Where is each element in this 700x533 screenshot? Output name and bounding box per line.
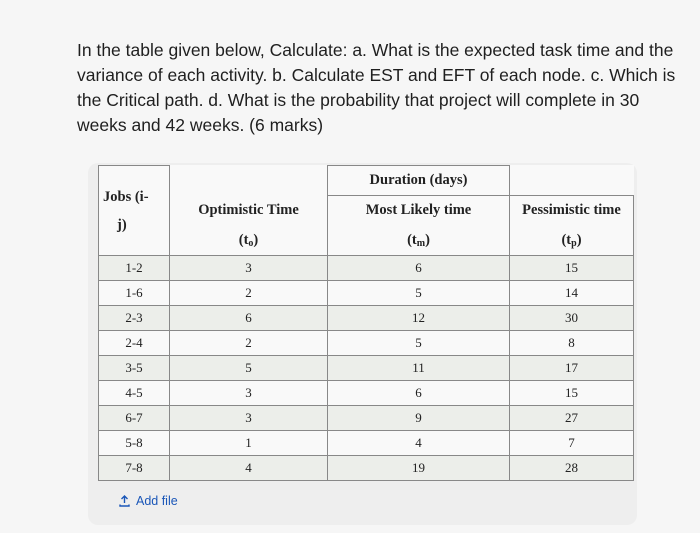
cell-tm: 5 <box>328 331 510 356</box>
table-row <box>99 281 634 306</box>
cell-tp: 8 <box>510 331 634 356</box>
cell-to: 3 <box>170 256 328 281</box>
header-jobs <box>99 166 170 256</box>
cell-tp: 27 <box>510 406 634 431</box>
cell-tp: 14 <box>510 281 634 306</box>
cell-tp: 17 <box>510 356 634 381</box>
cell-tm: 12 <box>328 306 510 331</box>
cell-tm: 5 <box>328 281 510 306</box>
cell-job: 1-6 <box>99 281 170 306</box>
cell-tm: 11 <box>328 356 510 381</box>
cell-job: 7-8 <box>99 456 170 481</box>
table-row <box>99 406 634 431</box>
cell-to: 3 <box>170 381 328 406</box>
question-text: In the table given below, Calculate: a. What is the expected task time and the variance of each activity. b. Calculate EST and EFT of each node. c. Which is the Critical path. d. What is the probability that project will complete in 30 weeks and 42 weeks. (6 marks) <box>77 40 676 135</box>
cell-tp: 7 <box>510 431 634 456</box>
cell-to: 2 <box>170 331 328 356</box>
cell-job: 5-8 <box>99 431 170 456</box>
table-row <box>99 256 634 281</box>
header-most-likely-symbol: $(t_m)$ <box>328 226 510 256</box>
cell-job: 6-7 <box>99 406 170 431</box>
duration-table <box>98 165 634 481</box>
add-file-button[interactable] <box>119 494 178 508</box>
header-optimistic-symbol: $(t_o)$ <box>170 226 328 256</box>
table-row <box>99 456 634 481</box>
table-row <box>99 381 634 406</box>
header-pessimistic: Pessimistic time <box>510 196 634 226</box>
header-optimistic: Optimistic Time <box>170 196 328 226</box>
cell-tp: 15 <box>510 381 634 406</box>
header-pessimistic-symbol: $(t_p)$ <box>510 226 634 256</box>
cell-tm: 6 <box>328 381 510 406</box>
cell-job: 4-5 <box>99 381 170 406</box>
header-duration: Duration (days) <box>328 166 510 196</box>
cell-to: 6 <box>170 306 328 331</box>
table-row <box>99 431 634 456</box>
table-row <box>99 306 634 331</box>
cell-tm: 9 <box>328 406 510 431</box>
cell-to: 3 <box>170 406 328 431</box>
cell-job: 2-3 <box>99 306 170 331</box>
cell-to: 2 <box>170 281 328 306</box>
upload-icon <box>119 495 130 507</box>
cell-job: 2-4 <box>99 331 170 356</box>
cell-job: 1-2 <box>99 256 170 281</box>
cell-to: 5 <box>170 356 328 381</box>
add-file-label: Add file <box>136 494 178 508</box>
cell-to: 1 <box>170 431 328 456</box>
cell-tp: 15 <box>510 256 634 281</box>
table-row <box>99 331 634 356</box>
cell-tm: 6 <box>328 256 510 281</box>
cell-tp: 28 <box>510 456 634 481</box>
cell-tm: 4 <box>328 431 510 456</box>
header-jobs-line1: Jobs (i- <box>103 188 149 205</box>
table-row <box>99 356 634 381</box>
cell-tp: 30 <box>510 306 634 331</box>
cell-tm: 19 <box>328 456 510 481</box>
header-most-likely: Most Likely time <box>328 196 510 226</box>
cell-to: 4 <box>170 456 328 481</box>
header-jobs-line2: j) <box>117 216 127 233</box>
cell-job: 3-5 <box>99 356 170 381</box>
